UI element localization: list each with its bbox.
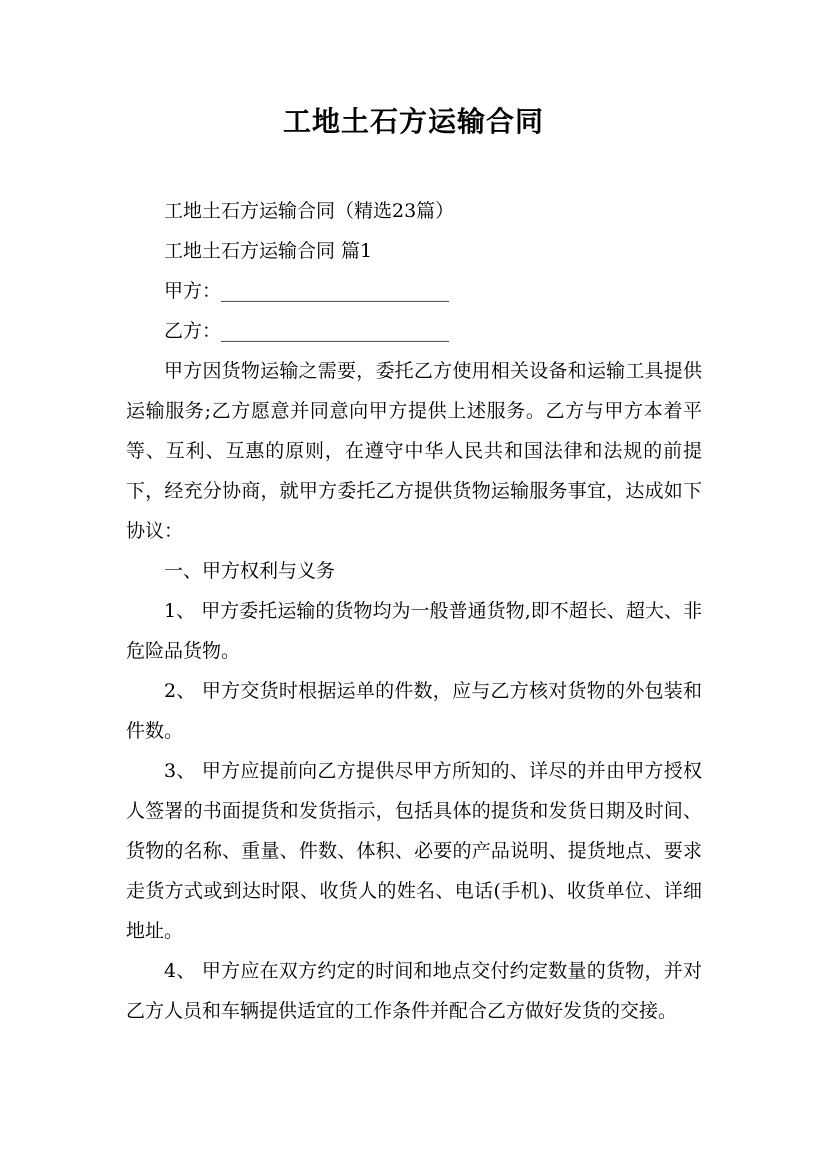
paragraph-section-label: 工地土石方运输合同 篇1 [164, 240, 373, 262]
paragraph-clause-2: 2、 甲方交货时根据运单的件数，应与乙方核对货物的外包装和件数。 [126, 680, 702, 742]
document-body [126, 191, 702, 1031]
paragraph-section-heading: 一、甲方权利与义务 [164, 560, 336, 582]
paragraph-preamble: 甲方因货物运输之需要，委托乙方使用相关设备和运输工具提供运输服务;乙方愿意并同意向甲方提供上述服务。乙方与甲方本着平等、互利、互惠的原则，在遵守中华人民共和国法律和法规的前提下，经充分协商，就甲方委托乙方提供货物运输服务事宜，达成如下协议： [126, 360, 702, 542]
paragraph-clause-1: 1、 甲方委托运输的货物均为一般普通货物,即不超长、超大、非危险品货物。 [126, 600, 702, 662]
paragraph-party-a: 甲方：________________________ [164, 280, 450, 302]
paragraph-heading-subtitle: 工地土石方运输合同（精选23篇） [164, 200, 455, 222]
paragraph-party-b: 乙方：________________________ [164, 320, 450, 342]
document-title: 工地土石方运输合同 [282, 105, 544, 138]
paragraph-clause-4: 4、 甲方应在双方约定的时间和地点交付约定数量的货物，并对乙方人员和车辆提供适宜的工作条件并配合乙方做好发货的交接。 [126, 960, 702, 1022]
paragraph-clause-3: 3、 甲方应提前向乙方提供尽甲方所知的、详尽的并由甲方授权人签署的书面提货和发货指示，包括具体的提货和发货日期及时间、货物的名称、重量、件数、体积、必要的产品说明、提货地点、要求走货方式或到达时限、收货人的姓名、电话(手机)、收货单位、详细地址。 [126, 760, 702, 942]
